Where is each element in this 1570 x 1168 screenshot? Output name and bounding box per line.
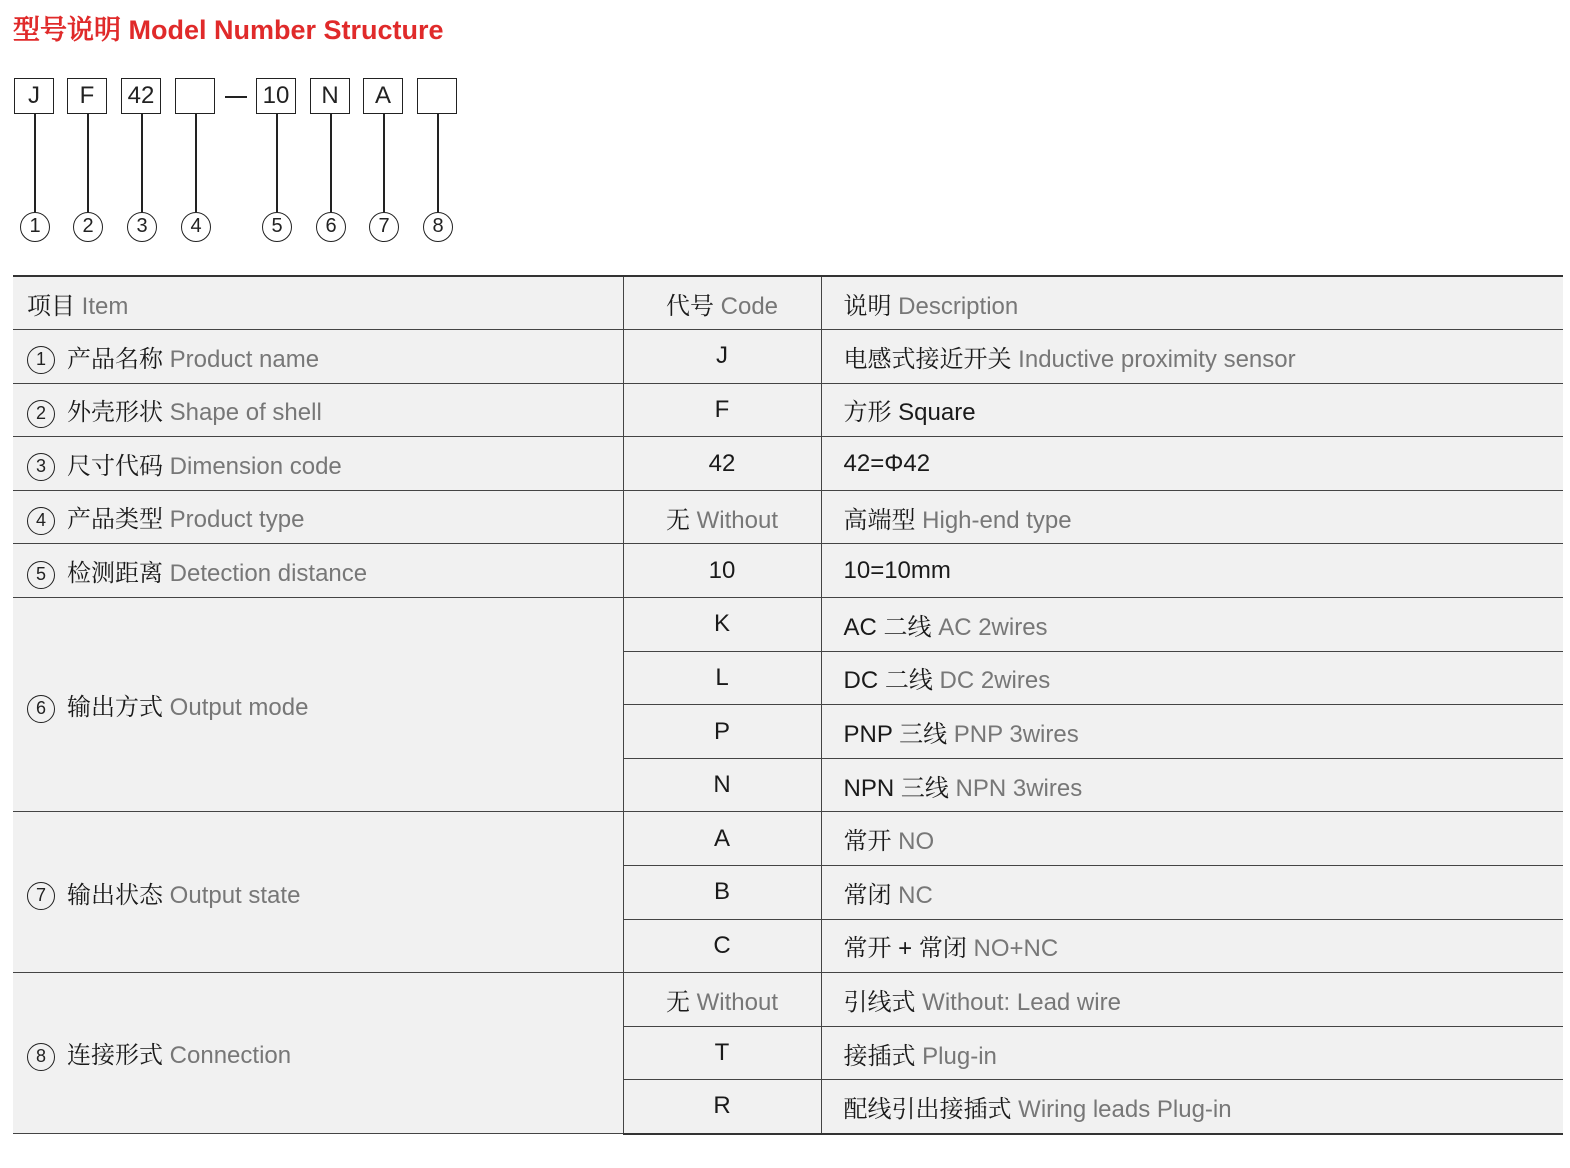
- connector-line: [330, 114, 332, 212]
- description-zh: 电感式接近开关: [843, 345, 1012, 373]
- code-cell: [623, 758, 821, 812]
- description-en: NO: [898, 828, 935, 856]
- item-name-en: Product name: [169, 345, 320, 373]
- item-name-zh: 连接形式: [67, 1042, 163, 1070]
- number-marker-7: 7: [369, 212, 399, 242]
- description-zh: 引线式: [843, 989, 916, 1017]
- code-value: 10: [708, 556, 736, 584]
- item-number-marker: 4: [27, 507, 55, 535]
- item-cell: [13, 383, 623, 437]
- item-name-en: Connection: [169, 1042, 292, 1070]
- description-cell: [821, 812, 1563, 866]
- code-cell: [623, 973, 821, 1027]
- item-number-marker: 2: [27, 400, 55, 428]
- item-number-marker: 6: [27, 695, 55, 723]
- item-number-marker: 1: [27, 346, 55, 374]
- description-cell: [821, 330, 1563, 384]
- description-cell: [821, 544, 1563, 598]
- code-box-2: F: [67, 78, 107, 114]
- description-en: High-end type: [922, 506, 1072, 534]
- connector-line: [87, 114, 89, 212]
- code-value: 42: [708, 449, 736, 477]
- code-value: K: [713, 610, 730, 638]
- connector-line: [383, 114, 385, 212]
- code-value: F: [714, 395, 730, 423]
- code-box-8: [417, 78, 457, 114]
- code-cell: [623, 1080, 821, 1134]
- item-name-en: Output state: [169, 881, 301, 909]
- description-cell: [821, 598, 1563, 652]
- item-name-zh: 输出状态: [67, 881, 163, 909]
- item-name-zh: 输出方式: [67, 693, 163, 721]
- number-marker-4: 4: [181, 212, 211, 242]
- item-cell: [13, 812, 623, 973]
- item-cell: [13, 544, 623, 598]
- description-zh: PNP 三线: [843, 721, 948, 749]
- table-header-row: [13, 276, 1563, 330]
- table-row: [13, 490, 1563, 544]
- description-zh: NPN 三线: [843, 774, 949, 802]
- number-marker-6: 6: [316, 212, 346, 242]
- description-en: Plug-in: [922, 1042, 997, 1070]
- number-marker-3: 3: [127, 212, 157, 242]
- code-value-en: Without: [696, 989, 779, 1017]
- code-box-1: J: [14, 78, 54, 114]
- number-marker-8: 8: [423, 212, 453, 242]
- code-cell: [623, 1026, 821, 1080]
- code-cell: [623, 437, 821, 491]
- connector-line: [437, 114, 439, 212]
- description-cell: [821, 383, 1563, 437]
- header-item-zh: 项目: [27, 292, 75, 320]
- description-en: DC 2wires: [939, 667, 1051, 695]
- header-description: [821, 276, 1563, 330]
- description-zh: 常闭: [843, 881, 892, 909]
- code-value-zh: 无: [665, 506, 690, 534]
- description-cell: [821, 1026, 1563, 1080]
- item-name-en: Dimension code: [169, 452, 342, 480]
- description-zh: 42=Φ42: [843, 449, 931, 477]
- description-en: AC 2wires: [938, 613, 1048, 641]
- code-cell: [623, 544, 821, 598]
- code-value: P: [713, 717, 730, 745]
- header-desc-zh: 说明: [843, 292, 892, 320]
- header-code-zh: 代号: [665, 292, 714, 320]
- description-zh: 常开 + 常闭: [843, 935, 967, 963]
- code-value: R: [713, 1092, 731, 1120]
- description-cell: [821, 490, 1563, 544]
- description-zh: 常开: [843, 828, 892, 856]
- item-name-zh: 尺寸代码: [67, 452, 163, 480]
- code-value: J: [716, 342, 728, 370]
- page-title: 型号说明 Model Number Structure: [13, 15, 444, 45]
- description-en: NC: [898, 881, 933, 909]
- code-cell: [623, 598, 821, 652]
- description-cell: [821, 973, 1563, 1027]
- description-en: Inductive proximity sensor: [1018, 345, 1296, 373]
- number-marker-5: 5: [262, 212, 292, 242]
- code-box-7: A: [363, 78, 403, 114]
- item-cell: [13, 437, 623, 491]
- model-number-diagram: [0, 0, 480, 260]
- code-cell: [623, 330, 821, 384]
- item-name-zh: 产品名称: [67, 345, 163, 373]
- code-cell: [623, 651, 821, 705]
- description-cell: [821, 651, 1563, 705]
- description-en: NO+NC: [973, 935, 1059, 963]
- code-value: T: [714, 1039, 730, 1067]
- description-cell: [821, 437, 1563, 491]
- model-spec-table: [13, 275, 1563, 1135]
- table-row: [13, 330, 1563, 384]
- header-item-en: Item: [81, 292, 129, 320]
- code-value: L: [715, 663, 729, 691]
- header-code: [623, 276, 821, 330]
- item-name-en: Output mode: [169, 693, 309, 721]
- item-number-marker: 8: [27, 1043, 55, 1071]
- item-number-marker: 5: [27, 561, 55, 589]
- item-number-marker: 3: [27, 453, 55, 481]
- description-zh: 高端型: [843, 506, 916, 534]
- description-zh: 方形 Square: [843, 399, 976, 427]
- code-value: B: [713, 878, 730, 906]
- description-cell: [821, 1080, 1563, 1134]
- number-marker-1: 1: [20, 212, 50, 242]
- description-en: Without: Lead wire: [922, 989, 1121, 1017]
- description-cell: [821, 866, 1563, 920]
- description-zh: 10=10mm: [843, 556, 951, 584]
- dash-separator: [225, 96, 247, 98]
- header-item: [13, 276, 623, 330]
- description-en: PNP 3wires: [953, 721, 1079, 749]
- description-zh: DC 二线: [843, 667, 933, 695]
- item-name-zh: 产品类型: [67, 506, 163, 534]
- code-value-en: Without: [696, 506, 779, 534]
- code-value: A: [713, 824, 730, 852]
- code-box-6: N: [310, 78, 350, 114]
- item-cell: [13, 490, 623, 544]
- connector-line: [195, 114, 197, 212]
- description-cell: [821, 919, 1563, 973]
- description-cell: [821, 705, 1563, 759]
- code-cell: [623, 919, 821, 973]
- code-box-3: 42: [121, 78, 161, 114]
- item-cell: [13, 973, 623, 1134]
- table-row: [13, 544, 1563, 598]
- connector-line: [34, 114, 36, 212]
- description-zh: 接插式: [843, 1042, 916, 1070]
- code-value-zh: 无: [665, 989, 690, 1017]
- header-code-en: Code: [720, 292, 779, 320]
- table-row: [13, 812, 1563, 866]
- connector-line: [141, 114, 143, 212]
- number-marker-2: 2: [73, 212, 103, 242]
- code-box-4: [175, 78, 215, 114]
- description-en: NPN 3wires: [955, 774, 1083, 802]
- description-zh: 配线引出接插式: [843, 1095, 1012, 1123]
- item-name-en: Product type: [169, 506, 305, 534]
- description-zh: AC 二线: [843, 613, 932, 641]
- item-cell: [13, 330, 623, 384]
- item-name-en: Detection distance: [169, 559, 368, 587]
- code-cell: [623, 866, 821, 920]
- table-row: [13, 973, 1563, 1027]
- code-value: C: [713, 931, 731, 959]
- item-name-zh: 检测距离: [67, 559, 163, 587]
- item-number-marker: 7: [27, 882, 55, 910]
- code-value: N: [713, 771, 731, 799]
- description-cell: [821, 758, 1563, 812]
- item-name-zh: 外壳形状: [67, 399, 163, 427]
- connector-line: [276, 114, 278, 212]
- code-cell: [623, 383, 821, 437]
- code-cell: [623, 705, 821, 759]
- code-cell: [623, 812, 821, 866]
- table-row: [13, 383, 1563, 437]
- code-cell: [623, 490, 821, 544]
- item-name-en: Shape of shell: [169, 399, 322, 427]
- description-en: Wiring leads Plug-in: [1018, 1095, 1232, 1123]
- table-row: [13, 598, 1563, 652]
- table-row: [13, 437, 1563, 491]
- item-cell: [13, 598, 623, 812]
- code-box-5: 10: [256, 78, 296, 114]
- header-desc-en: Description: [898, 292, 1019, 320]
